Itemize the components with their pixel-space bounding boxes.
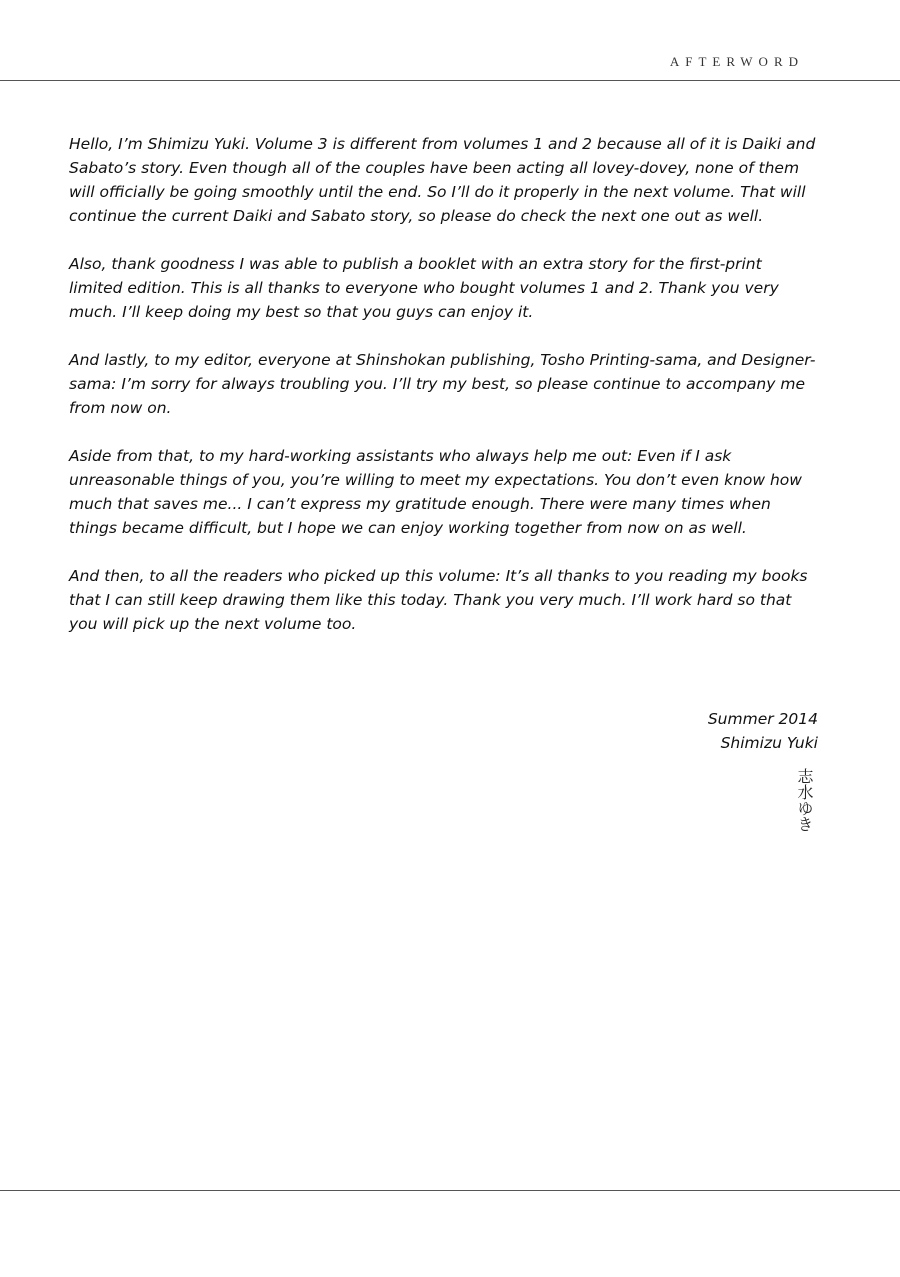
signoff-date: Summer 2014 xyxy=(707,710,818,728)
paragraph-5: And then, to all the readers who picked up this volume: It’s all thanks to you reading my books that I can still keep drawing them like this today. Thank you very much. I’ll work hard so that you will pick up the next volume too. xyxy=(69,567,808,633)
signoff-author: Shimizu Yuki xyxy=(720,734,818,752)
footer-divider xyxy=(0,1190,900,1191)
signoff-block xyxy=(708,707,818,755)
author-signature-japanese: 志水ゆき xyxy=(795,768,814,832)
paragraph-2: Also, thank goodness I was able to publish a booklet with an extra story for the first-print limited edition. This is all thanks to everyone who bought volumes 1 and 2. Thank you very much. I’ll keep doing my best so that you guys can enjoy it. xyxy=(69,255,779,321)
paragraph-1: Hello, I’m Shimizu Yuki. Volume 3 is different from volumes 1 and 2 because all of it is Daiki and Sabato’s story. Even though all of the couples have been acting all lovey-dovey, none of them will officially be going smoothly until the end. So I’ll do it properly in the next volume. That will continue the current Daiki and Sabato story, so please do check the next one out as well. xyxy=(69,135,816,225)
paragraph-4: Aside from that, to my hard-working assistants who always help me out: Even if I ask unreasonable things of you, you’re willing to meet my expectations. You don’t even know how much that saves me... I can’t express my gratitude enough. There were many times when things became difficult, but I hope we can enjoy working together from now on as well. xyxy=(69,447,802,537)
page-header-title: AFTERWORD xyxy=(669,54,804,69)
paragraph-3: And lastly, to my editor, everyone at Shinshokan publishing, Tosho Printing-sama, and Designer-sama: I’m sorry for always troubling you. I’ll try my best, so please continue to accompany me from now on. xyxy=(69,351,816,417)
header-divider xyxy=(0,80,900,81)
afterword-body xyxy=(69,132,817,660)
